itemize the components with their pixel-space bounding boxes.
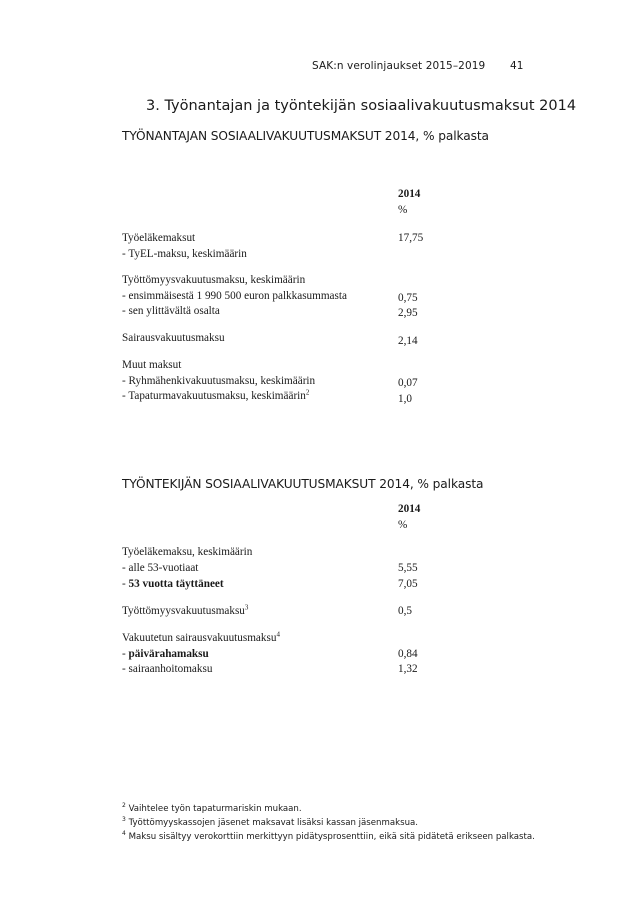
- employer-table-heading: TYÖNANTAJAN SOSIAALIVAKUUTUSMAKSUT 2014, % palkasta: [122, 129, 489, 143]
- table-row-value: 0,75: [398, 292, 418, 304]
- table-row-value: 0,07: [398, 377, 418, 389]
- row-label-text: -: [122, 648, 129, 660]
- table-row-label: [122, 632, 280, 644]
- table-row-label: Työttömyysvakuutusmaksu, keskimäärin: [122, 274, 306, 286]
- table-row-label: [122, 390, 309, 402]
- table-row-label: - Ryhmähenkivakuutusmaksu, keskimäärin: [122, 375, 316, 387]
- footnote-number: 2: [122, 802, 126, 810]
- footnote-text: Vaihtelee työn tapaturmariskin mukaan.: [128, 804, 302, 814]
- footnote-text: Työttömyyskassojen jäsenet maksavat lisäksi kassan jäsenmaksua.: [128, 818, 419, 828]
- footnote-ref: 4: [276, 630, 280, 639]
- page-number: 41: [510, 60, 524, 72]
- table-row-label: [122, 578, 224, 590]
- table-row-value: 7,05: [398, 578, 418, 590]
- section-title: 3. Työnantajan ja työntekijän sosiaalivakuutusmaksut 2014: [146, 98, 577, 114]
- row-label-text: - Tapaturmavakuutusmaksu, keskimäärin: [122, 390, 306, 402]
- footnote-text: Maksu sisältyy verokorttiin merkittyyn pidätysprosenttiin, eikä sitä pidätetä erikseen palkasta.: [128, 832, 535, 842]
- table-row-value: 2,14: [398, 335, 418, 347]
- table-row-label: Työeläkemaksut: [122, 232, 196, 244]
- table-row-value: 0,84: [398, 648, 418, 660]
- employer-unit-header: %: [398, 204, 408, 216]
- row-label-text: Työttömyysvakuutusmaksu: [122, 605, 245, 617]
- table-row-label: - alle 53-vuotiaat: [122, 562, 199, 574]
- table-row-value: 1,0: [398, 393, 412, 405]
- footnote-number: 4: [122, 830, 126, 838]
- row-label-text: Vakuutetun sairausvakuutusmaksu: [122, 632, 277, 644]
- employer-year-header: 2014: [398, 188, 421, 200]
- footnote: [122, 804, 302, 814]
- table-row-label: - sairaanhoitomaksu: [122, 663, 213, 675]
- footnote: [122, 818, 418, 828]
- row-label-text: -: [122, 578, 129, 590]
- footnote-ref: 2: [305, 388, 310, 397]
- footnote: [122, 832, 535, 842]
- table-row-label: [122, 605, 248, 617]
- employee-table-heading: TYÖNTEKIJÄN SOSIAALIVAKUUTUSMAKSUT 2014, % palkasta: [122, 477, 484, 491]
- table-row-label: Muut maksut: [122, 359, 182, 371]
- table-row-value: 0,5: [398, 605, 412, 617]
- table-row-value: 17,75: [398, 232, 424, 244]
- table-row-value: 1,32: [398, 663, 418, 675]
- table-row-label: Sairausvakuutusmaksu: [122, 332, 225, 344]
- table-row-value: 5,55: [398, 562, 418, 574]
- table-row-value: 2,95: [398, 307, 418, 319]
- table-row-label: - sen ylittävältä osalta: [122, 305, 220, 317]
- table-row-label: - TyEL-maksu, keskimäärin: [122, 248, 247, 260]
- employee-unit-header: %: [398, 519, 408, 531]
- row-label-bold: 53 vuotta täyttäneet: [128, 578, 224, 590]
- running-header-title: SAK:n verolinjaukset 2015–2019: [312, 60, 486, 72]
- table-row-label: [122, 648, 209, 660]
- employee-year-header: 2014: [398, 503, 421, 515]
- footnote-number: 3: [122, 816, 126, 824]
- footnote-ref: 3: [244, 603, 249, 612]
- row-label-bold: päivärahamaksu: [128, 648, 209, 660]
- table-row-label: - ensimmäisestä 1 990 500 euron palkkasummasta: [122, 290, 347, 302]
- table-row-label: Työeläkemaksu, keskimäärin: [122, 546, 253, 558]
